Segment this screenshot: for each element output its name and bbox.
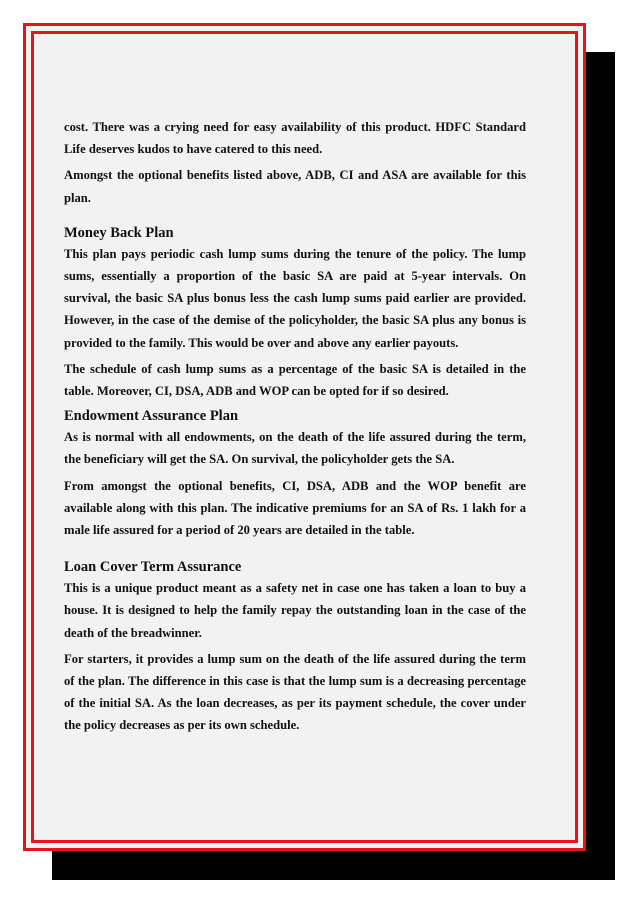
loan-cover-section [64, 557, 526, 736]
intro-paragraph-1: cost. There was a crying need for easy availability of this product. HDFC Standard Life deserves kudos to have catered to this need. [64, 120, 526, 157]
endowment-heading: Endowment Assurance Plan [64, 408, 239, 425]
money-back-section [64, 223, 526, 402]
money-back-heading: Money Back Plan [64, 224, 174, 241]
money-back-paragraph-1: This plan pays periodic cash lump sums during the tenure of the policy. The lump sums, essentially a proportion of the basic SA are paid at 5-year intervals. On survival, the basic SA plus bonus less the cash lump sums paid earlier are provided. However, in the case of the demise of the policyholder, the basic SA plus any bonus is provided to the family. This would be over and above any earlier payouts. [64, 246, 526, 350]
intro-section [64, 116, 526, 209]
loan-cover-heading: Loan Cover Term Assurance [64, 559, 242, 576]
loan-cover-paragraph-2: For starters, it provides a lump sum on the death of the life assured during the term of the plan. The difference in this case is that the lump sum is a decreasing percentage of the initial SA. As the loan decreases, as per its payment schedule, the cover under the policy decreases as per its own schedule. [64, 651, 526, 733]
endowment-section [64, 406, 526, 541]
loan-cover-paragraph-1: This is a unique product meant as a safety net in case one has taken a loan to buy a house. It is designed to help the family repay the outstanding loan in the case of the death of the breadwinner. [64, 581, 526, 640]
document-content [64, 116, 526, 741]
intro-paragraph-2: Amongst the optional benefits listed above, ADB, CI and ASA are available for this plan. [64, 168, 526, 205]
money-back-paragraph-2: The schedule of cash lump sums as a percentage of the basic SA is detailed in the table. Moreover, CI, DSA, ADB and WOP can be opted for if so desired. [64, 361, 526, 399]
endowment-paragraph-1: As is normal with all endowments, on the death of the life assured during the term, the beneficiary will get the SA. On survival, the policyholder gets the SA. [64, 430, 526, 467]
endowment-paragraph-2: From amongst the optional benefits, CI, DSA, ADB and the WOP benefit are available along with this plan. The indicative premiums for an SA of Rs. 1 lakh for a male life assured for a period of 20 years are detailed in the table. [64, 478, 526, 538]
